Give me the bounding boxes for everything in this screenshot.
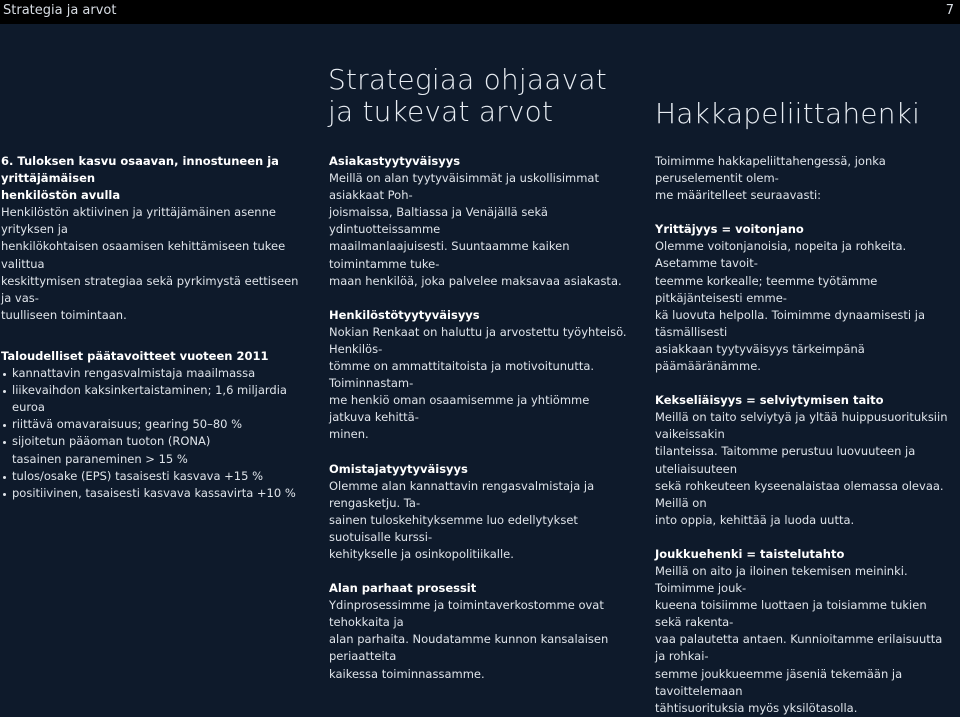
- body-line: henkilökohtaisen osaamisen kehittämiseen tukee valittua: [1, 239, 286, 271]
- body-line: alan parhaita. Noudatamme kunnon kansalaisen periaatteita: [329, 632, 609, 664]
- body-line: Toimimme hakkapeliittahengessä, jonka peruselementit olem-: [655, 154, 886, 186]
- body-line: tilanteissa. Taitomme perustuu luovuuteen ja uteliaisuuteen: [655, 444, 916, 476]
- body-line: tömme on ammattitaitoista ja motivoitunutta. Toiminnastam-: [329, 359, 595, 391]
- section-title: Kekseliäisyys = selviytymisen taito: [655, 393, 884, 408]
- section-title: Yrittäjyys = voitonjano: [655, 222, 804, 237]
- section-title: Asiakastyytyväisyys: [329, 154, 461, 168]
- body-line: Nokian Renkaat on haluttu ja arvostettu työyhteisö. Henkilös-: [329, 324, 627, 356]
- page-number: 7: [945, 3, 954, 18]
- body-line: Meillä on alan tyytyväisimmät ja uskollisimmat asiakkaat Poh-: [329, 171, 599, 203]
- strategy-point-body: [1, 204, 307, 324]
- body-line: Meillä on taito selviytyä ja yltää huippusuorituksiin vaikeissakin: [655, 410, 948, 442]
- right-column: [655, 153, 955, 717]
- body-line: kä luovuta helpolla. Toimimme dynaamisesti ja täsmällisesti: [655, 307, 926, 339]
- values-heading-line-1: Strategiaa ohjaavat: [328, 63, 607, 96]
- body-line: Henkilöstön aktiivinen ja yrittäjämäinen asenne yrityksen ja: [1, 205, 276, 237]
- section-title: Joukkuehenki = taistelutahto: [655, 546, 845, 561]
- best-processes-section: [329, 580, 635, 683]
- body-line: kaikessa toiminnassamme.: [329, 666, 485, 681]
- body-line: me määritelleet seuraavasti:: [655, 188, 822, 203]
- body-line: Meillä on aito ja iloinen tekemisen meininki. Toimimme jouk-: [655, 563, 908, 596]
- list-item: tulos/osake (EPS) tasaisesti kasvava +15 %: [1, 468, 307, 485]
- title-line: henkilöstön avulla: [1, 188, 121, 203]
- body-line: tähtisuorituksia myös yksilötasolla.: [655, 700, 858, 715]
- body-line: maan henkilöä, joka palvelee maksavaa asiakasta.: [329, 273, 622, 288]
- left-column: [1, 153, 307, 502]
- financial-targets-title: Taloudelliset päätavoitteet vuoteen 2011: [1, 348, 269, 363]
- top-bar: [0, 0, 960, 24]
- financial-targets-list: [1, 365, 307, 502]
- list-item: kannattavin rengasvalmistaja maailmassa: [1, 365, 307, 382]
- body-line: me henkiö oman osaamisemme ja yhtiömme jatkuva kehittä-: [329, 393, 590, 425]
- values-heading: [328, 64, 607, 128]
- title-line: 6. Tuloksen kasvu osaavan, innostuneen ja yrittäjämäisen: [1, 154, 279, 186]
- owner-satisfaction-section: [329, 461, 635, 564]
- body-line: minen.: [329, 427, 369, 442]
- section-title: Strategia ja arvot: [3, 3, 117, 18]
- spirit-heading: Hakkapeliittahenki: [655, 97, 921, 130]
- body-line: keskittymisen strategiaa sekä pyrkimystä eettiseen ja vas-: [1, 273, 299, 305]
- body-line: teemme korkealle; teemme työtämme pitkäjänteisesti emme-: [655, 273, 878, 305]
- body-line: Ydinprosessimme ja toimintaverkostomme ovat tehokkaita ja: [329, 598, 604, 630]
- customer-satisfaction-section: [329, 153, 635, 290]
- body-line: tuulliseen toimintaan.: [1, 307, 127, 322]
- body-line: kueena toisiimme luottaen ja toisiamme tukien sekä rakenta-: [655, 598, 927, 630]
- body-line: Olemme alan kannattavin rengasvalmistaja ja rengasketju. Ta-: [329, 478, 595, 510]
- section-title: Alan parhaat prosessit: [329, 581, 477, 596]
- section-title: Henkilöstötyytyväisyys: [329, 307, 480, 322]
- middle-column: [329, 153, 635, 683]
- list-item: riittävä omavaraisuus; gearing 50–80 %: [1, 416, 307, 433]
- employee-satisfaction-section: [329, 307, 635, 444]
- inventiveness-section: [655, 392, 955, 529]
- body-line: sekä rohkeuteen kyseenalaistaa olemassa olevaa. Meillä on: [655, 478, 944, 510]
- body-line: Olemme voitonjanoisia, nopeita ja rohkeita. Asetamme tavoit-: [655, 239, 907, 271]
- list-item: liikevaihdon kaksinkertaistaminen; 1,6 miljardia euroa: [1, 382, 307, 416]
- body-line: semme joukkueemme jäseniä tekemään ja tavoittelemaan: [655, 666, 903, 698]
- body-line: into oppia, kehittää ja luoda uutta.: [655, 512, 855, 527]
- entrepreneurship-section: [655, 221, 955, 375]
- body-line: vaa palautetta antaen. Kunnioitamme erilaisuutta ja rohkai-: [655, 632, 943, 664]
- body-line: sainen tuloskehityksemme luo edellytykset suotuisalle kurssi-: [329, 512, 578, 544]
- team-spirit-section: [655, 546, 955, 717]
- body-line: kehitykselle ja osinkopolitiikalle.: [329, 546, 514, 561]
- body-line: asiakkaan tyytyväisyys tärkeimpänä päämääränämme.: [655, 341, 865, 374]
- strategy-point-title: [1, 153, 307, 204]
- list-item: sijoitetun pääoman tuoton (RONA): [1, 433, 307, 450]
- body-line: maailmanlaajuisesti. Suuntaamme kaiken toimintamme tuke-: [329, 239, 570, 271]
- spirit-intro: [655, 153, 955, 204]
- values-heading-line-2: ja tukevat arvot: [328, 95, 554, 128]
- body-line: joismaissa, Baltiassa ja Venäjällä sekä ydintuotteissamme: [329, 205, 548, 237]
- list-item: positiivinen, tasaisesti kasvava kassavirta +10 %: [1, 485, 307, 502]
- list-item: tasainen paraneminen > 15 %: [12, 451, 188, 466]
- section-title: Omistajatyytyväisyys: [329, 461, 468, 476]
